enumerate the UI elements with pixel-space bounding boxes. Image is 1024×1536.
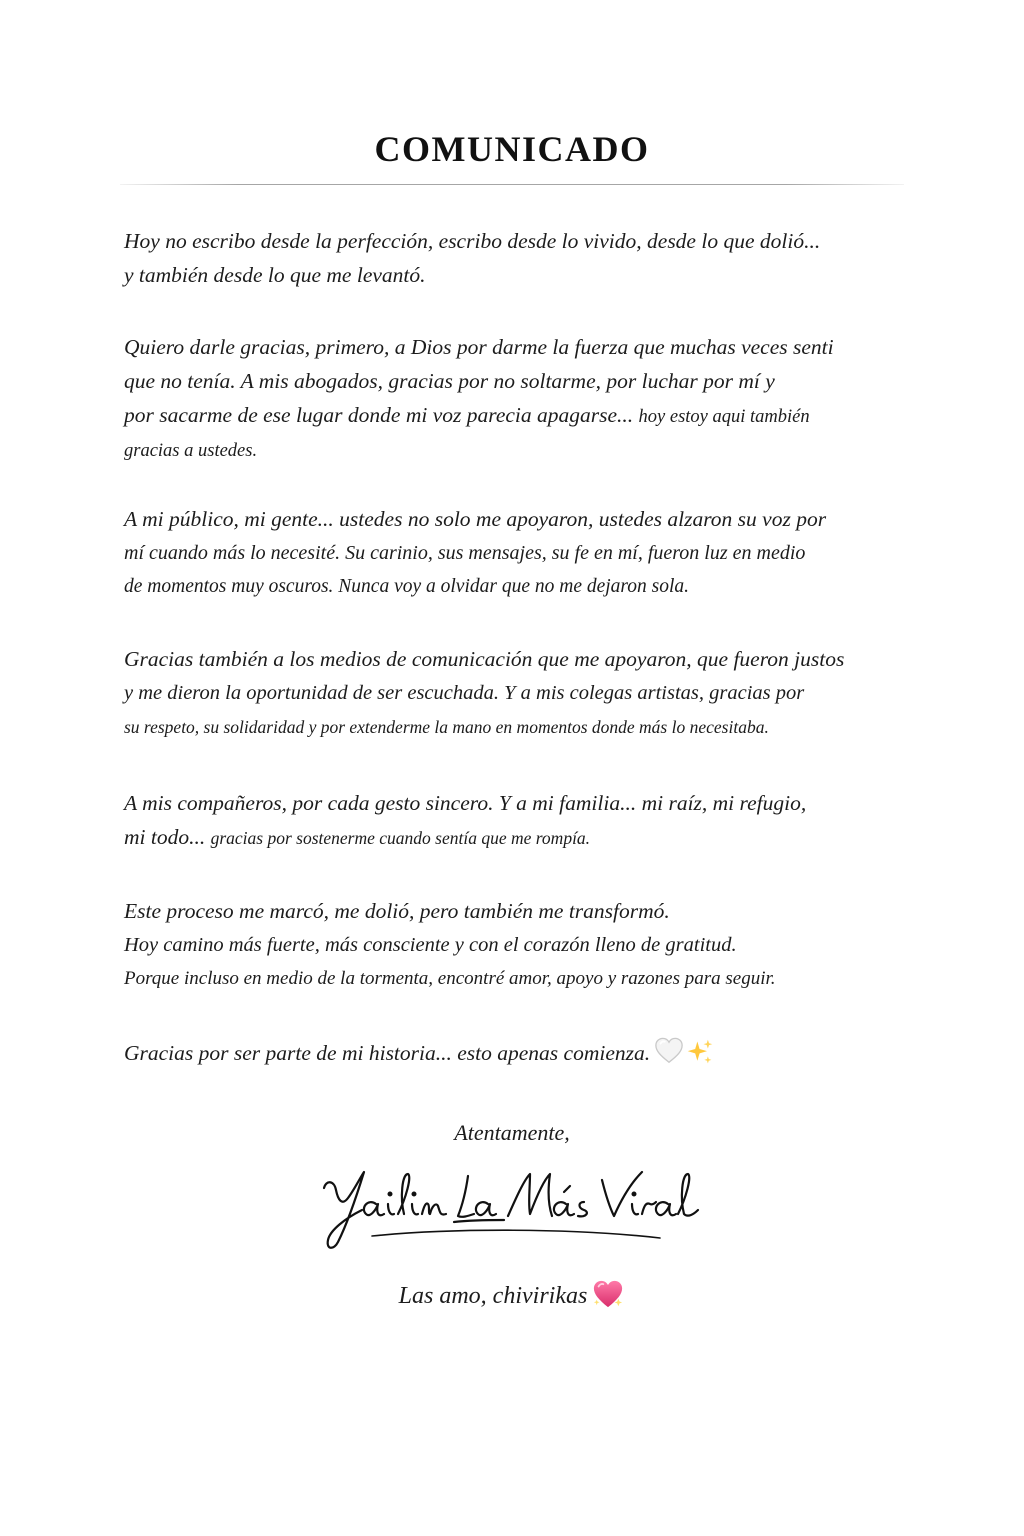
paragraph-line	[124, 398, 914, 434]
paragraph-line: A mis compañeros, por cada gesto sincero. Y a mi familia... mi raíz, mi refugio,	[124, 791, 807, 815]
paragraph-line: de momentos muy oscuros. Nunca voy a olvidar que no me dejaron sola.	[124, 576, 690, 597]
document-title: COMUNICADO	[374, 129, 650, 169]
farewell-text: Las amo, chivirikas	[398, 1283, 588, 1309]
paragraph-3	[124, 502, 914, 604]
paragraph-text: Gracias por ser parte de mi historia... esto apenas comienza.	[124, 1041, 651, 1065]
paragraph-7	[124, 1036, 914, 1070]
paragraph-text: hoy estoy aqui también	[638, 407, 810, 427]
paragraph-4	[124, 642, 914, 744]
paragraph-line: Porque incluso en medio de la tormenta, encontré amor, apoyo y razones para seguir.	[124, 968, 776, 989]
farewell-line	[0, 1278, 1024, 1310]
paragraph-line: que no tenía. A mis abogados, gracias por no soltarme, por luchar por mí y	[124, 369, 775, 393]
paragraph-line: A mi público, mi gente... ustedes no solo me apoyaron, ustedes alzaron su voz por	[124, 507, 827, 531]
paragraph-line: mí cuando más lo necesité. Su carinio, sus mensajes, su fe en mí, fueron luz en medio	[124, 542, 806, 564]
title-divider	[120, 184, 904, 185]
paragraph-2	[124, 330, 914, 468]
signature	[312, 1158, 712, 1258]
paragraph-line	[124, 1036, 914, 1070]
paragraph-line: Este proceso me marcó, me dolió, pero también me transformó.	[124, 899, 670, 923]
paragraph-line: y también desde lo que me levantó.	[124, 263, 426, 287]
paragraph-line	[124, 820, 914, 855]
paragraph-line: gracias a ustedes.	[124, 441, 258, 461]
paragraph-line: su respeto, su solidaridad y por extenderme la mano en momentos donde más lo necesitaba.	[124, 717, 769, 737]
paragraph-1	[124, 224, 914, 292]
paragraph-line: Quiero darle gracias, primero, a Dios por darme la fuerza que muchas veces senti	[124, 335, 834, 359]
paragraph-text: por sacarme de ese lugar donde mi voz parecia apagarse...	[124, 403, 634, 427]
white-heart-icon	[654, 1036, 684, 1066]
paragraph-line: y me dieron la oportunidad de ser escuchada. Y a mis colegas artistas, gracias por	[124, 682, 805, 704]
closing-salutation: Atentamente,	[454, 1120, 570, 1145]
paragraph-6	[124, 894, 914, 996]
sparkling-heart-icon	[591, 1278, 625, 1310]
paragraph-line: Hoy camino más fuerte, más consciente y con el corazón lleno de gratitud.	[124, 934, 737, 956]
paragraph-text: gracias por sostenerme cuando sentía que me rompía.	[210, 828, 591, 848]
paragraph-line: Hoy no escribo desde la perfección, escribo desde lo vivido, desde lo que dolió...	[124, 229, 821, 253]
paragraph-line: Gracias también a los medios de comunicación que me apoyaron, que fueron justos	[124, 647, 845, 671]
sparkles-icon	[686, 1038, 714, 1066]
paragraph-5	[124, 786, 914, 855]
paragraph-text: mi todo...	[124, 825, 206, 849]
